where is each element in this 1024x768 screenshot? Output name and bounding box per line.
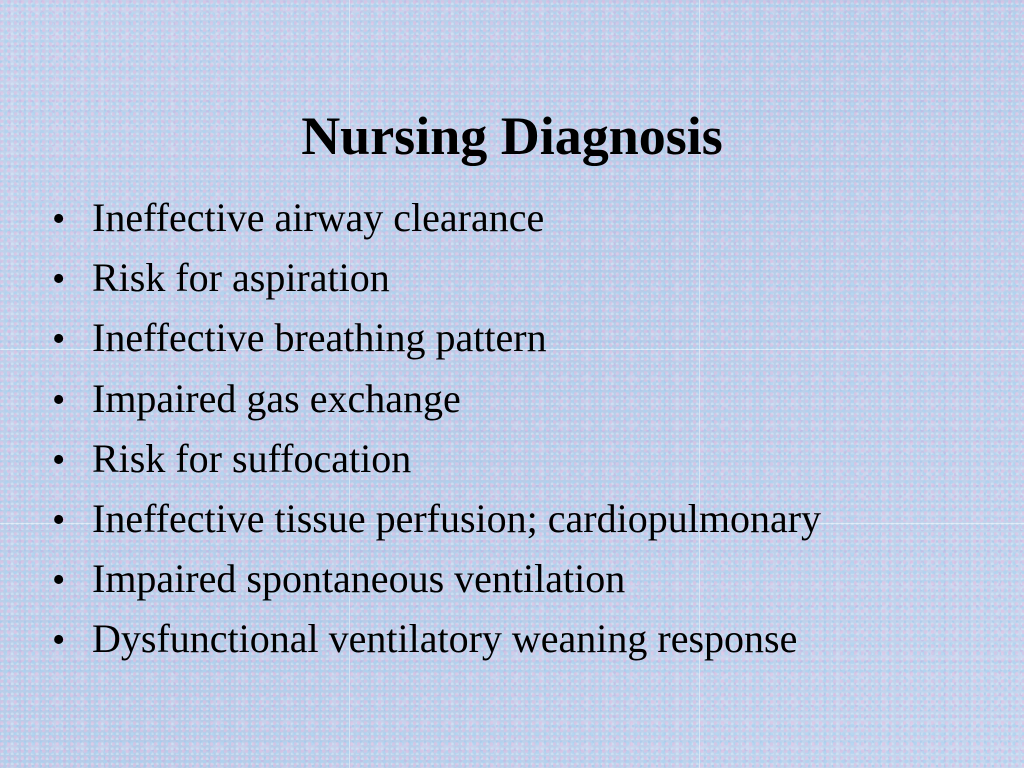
bullet-text: Ineffective tissue perfusion; cardiopulmonary	[92, 495, 822, 541]
bullet-dot-icon: •	[52, 498, 66, 541]
bullet-text: Ineffective airway clearance	[92, 195, 545, 240]
bullet-item	[52, 431, 1002, 491]
bullet-list	[52, 190, 1002, 672]
bullet-dot-icon: •	[52, 438, 66, 481]
bullet-text: Risk for aspiration	[92, 255, 390, 301]
bullet-item	[52, 551, 1002, 611]
bullet-dot-icon: •	[52, 619, 66, 662]
bullet-item	[52, 491, 1002, 551]
bullet-text: Ineffective breathing pattern	[92, 315, 547, 361]
bullet-dot-icon: •	[52, 318, 66, 361]
bullet-item	[52, 190, 1002, 250]
bullet-text: Risk for suffocation	[92, 435, 412, 481]
bullet-text: Dysfunctional ventilatory weaning response	[92, 616, 798, 662]
bullet-dot-icon: •	[52, 258, 66, 301]
bullet-dot-icon: •	[52, 198, 66, 240]
bullet-dot-icon: •	[52, 559, 66, 602]
bullet-item	[52, 250, 1002, 310]
slide-title: Nursing Diagnosis	[301, 106, 723, 166]
bullet-item	[52, 310, 1002, 370]
bullet-item	[52, 371, 1002, 431]
bullet-item	[52, 611, 1002, 671]
bullet-text: Impaired spontaneous ventilation	[92, 556, 626, 602]
bullet-text: Impaired gas exchange	[92, 375, 461, 421]
bullet-dot-icon: •	[52, 378, 66, 421]
